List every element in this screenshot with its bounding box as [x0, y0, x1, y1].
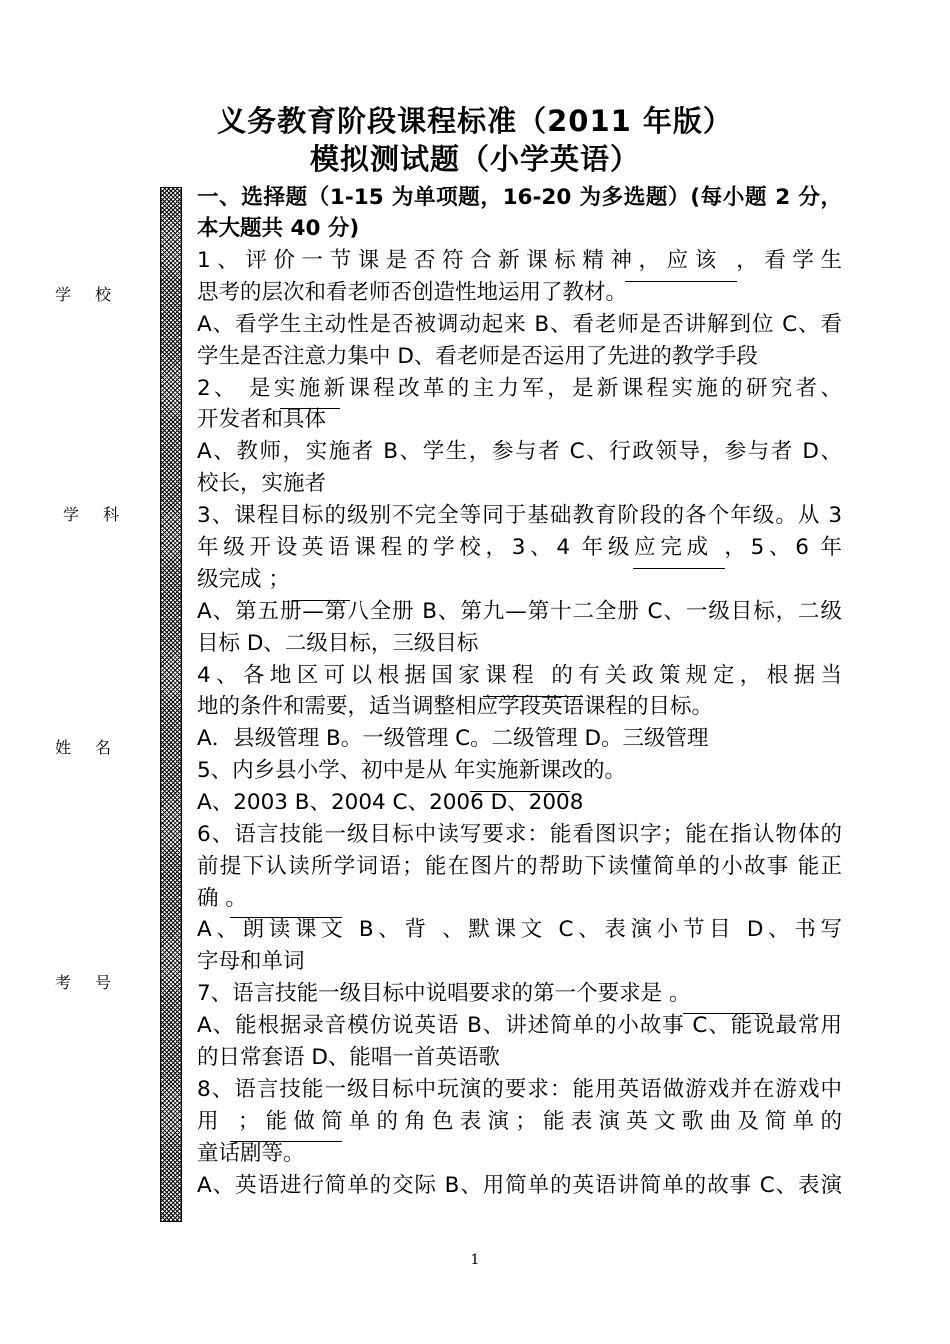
page-number: 1 [470, 1252, 480, 1268]
text-line: 地的条件和需要，适当调整相应学段英语课程的目标。 [197, 694, 714, 719]
text-line: 思考的层次和看老师否创造性地运用了教材。 [197, 280, 628, 305]
side-label-char: 姓 [55, 738, 72, 757]
text-line: 用 ；能做简单的角色表演；能表演英文歌曲及简单的 [197, 1109, 842, 1134]
text-line: A、朗读课文 B、背 、默课文 C、表演小节目 D、书写 [197, 917, 842, 942]
text-line: A、第五册—第八全册 B、第九—第十二全册 C、一级目标，二级 [197, 599, 842, 624]
text-line: 开发者和具体 [197, 407, 327, 432]
side-label-char: 校 [95, 285, 112, 304]
text-line: 年级开设英语课程的学校，3、4 年级应完成 ，5、6 年 [197, 535, 842, 560]
text-line: 5、内乡县小学、初中是从 年实施新课改的。 [197, 758, 627, 783]
text-line: 1、评价一节课是否符合新课标精神，应该 ，看学生 [197, 248, 842, 273]
text-line: A、教师，实施者 B、学生，参与者 C、行政领导，参与者 D、 [197, 439, 842, 464]
side-label-char: 考 [55, 973, 72, 992]
text-line: 目标 D、二级目标，三级目标 [197, 631, 479, 656]
text-line: 7、语言技能一级目标中说唱要求的第一个要求是 。 [197, 981, 691, 1006]
answer-blank [483, 696, 583, 697]
text-line: 的日常套语 D、能唱一首英语歌 [197, 1045, 500, 1070]
answer-blank [230, 1141, 342, 1142]
text-line: 前提下认读所学词语；能在图片的帮助下读懂简单的小故事 能正 [197, 854, 842, 879]
document-title: 义务教育阶段课程标准（2011 年版） [217, 104, 733, 138]
side-label-char: 号 [95, 973, 112, 992]
side-label-char: 科 [103, 505, 120, 524]
answer-blank [625, 281, 737, 282]
side-label-school [55, 282, 125, 305]
text-line: 级完成 ； [197, 567, 290, 592]
answer-blank [683, 1013, 768, 1014]
answer-blank [230, 917, 342, 918]
answer-blank [280, 408, 340, 409]
text-line: 6、语言技能一级目标中读写要求：能看图识字；能在指认物体的 [197, 822, 842, 847]
text-line: 3、课程目标的级别不完全等同于基础教育阶段的各个年级。从 3 [197, 503, 842, 528]
side-label-exam-number [55, 970, 125, 993]
text-line: 学生是否注意力集中 D、看老师是否运用了先进的教学手段 [197, 344, 758, 369]
text-line: 一、选择题（1-15 为单项题，16-20 为多选题）(每小题 2 分， [197, 185, 842, 210]
text-line: 童话剧等。 [197, 1141, 305, 1166]
side-label-char: 学 [63, 505, 80, 524]
answer-blank [292, 600, 350, 601]
text-line: A、看学生主动性是否被调动起来 B、看老师是否讲解到位 C、看 [197, 312, 842, 337]
text-line: A．县级管理 B。一级管理 C。二级管理 D。三级管理 [197, 726, 709, 751]
text-line: 8、语言技能一级目标中玩演的要求：能用英语做游戏并在游戏中 [197, 1077, 842, 1102]
binding-strip [160, 187, 182, 1222]
answer-blank [633, 568, 725, 569]
text-line: 校长，实施者 [197, 471, 327, 496]
text-line: A、2003 B、2004 C、2006 D、2008 [197, 790, 584, 815]
text-line: 2、 是实施新课程改革的主力军，是新课程实施的研究者、 [197, 376, 842, 401]
answer-blank [470, 791, 570, 792]
text-line: 本大题共 40 分) [197, 216, 360, 241]
text-line: A、英语进行简单的交际 B、用简单的英语讲简单的故事 C、表演 [197, 1173, 842, 1198]
side-label-char: 学 [55, 285, 72, 304]
side-label-name [55, 735, 125, 758]
side-label-subject [63, 502, 133, 525]
side-label-char: 名 [95, 738, 112, 757]
text-line: A、能根据录音模仿说英语 B、讲述简单的小故事 C、能说最常用 [197, 1013, 842, 1038]
text-line: 4、各地区可以根据国家课程 的有关政策规定，根据当 [197, 663, 842, 688]
text-line: 确 。 [197, 886, 247, 911]
document-subtitle: 模拟测试题（小学英语） [309, 142, 640, 176]
text-line: 字母和单词 [197, 949, 305, 974]
